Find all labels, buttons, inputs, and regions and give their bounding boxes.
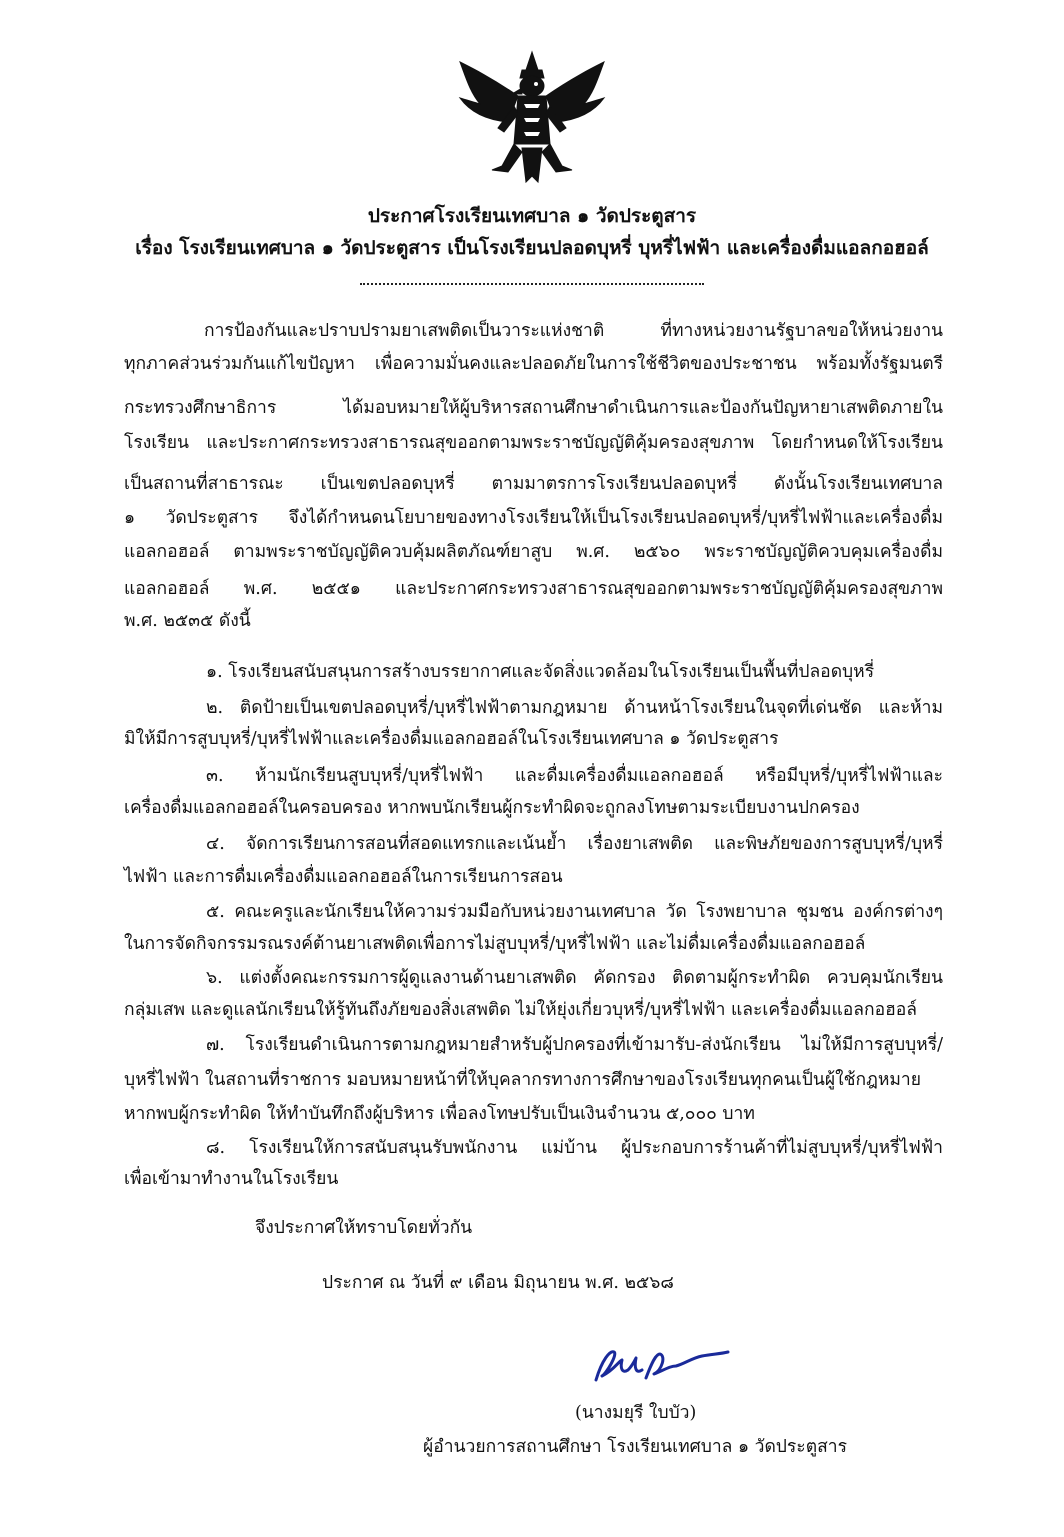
policy-item-8: ๘. โรงเรียนให้การสนับสนุนรับพนักงาน แม่บ้าน ผู้ประกอบการร้านค้าที่ไม่สูบบุหรี่/บุหรี่ไฟฟ้า bbox=[206, 1138, 943, 1158]
policy-item-4: ๔. จัดการเรียนการสอนที่สอดแทรกและเน้นย้ำ เรื่องยาเสพติด และพิษภัยของการสูบบุหรี่/บุหรี่ bbox=[206, 834, 943, 854]
intro-line: แอลกอฮอล์ พ.ศ. ๒๕๕๑ และประกาศกระทรวงสาธารณสุขออกตามพระราชบัญญัติคุ้มครองสุขภาพ bbox=[124, 579, 943, 599]
announcement-date: ประกาศ ณ วันที่ ๙ เดือน มิถุนายน พ.ศ. ๒๕๖๘ bbox=[322, 1273, 674, 1293]
policy-item-6-cont: กลุ่มเสพ และดูแลนักเรียนให้รู้ทันถึงภัยของสิ่งเสพติด ไม่ให้ยุ่งเกี่ยวบุหรี่/บุหรี่ไฟฟ้า และเครื่องดื่มแอลกอฮอล์ bbox=[124, 1000, 917, 1020]
policy-item-1: ๑. โรงเรียนสนับสนุนการสร้างบรรยากาศและจัดสิ่งแวดล้อมในโรงเรียนเป็นพื้นที่ปลอดบุหรี่ bbox=[206, 662, 875, 682]
intro-line: พ.ศ. ๒๕๓๕ ดังนี้ bbox=[124, 611, 251, 631]
garuda-emblem-icon bbox=[452, 48, 612, 188]
signature-icon bbox=[592, 1340, 732, 1388]
intro-line: โรงเรียน และประกาศกระทรวงสาธารณสุขออกตามพระราชบัญญัติคุ้มครองสุขภาพ โดยกำหนดให้โรงเรียน bbox=[124, 433, 943, 453]
intro-line: การป้องกันและปราบปรามยาเสพติดเป็นวาระแห่งชาติ ที่ทางหน่วยงานรัฐบาลขอให้หน่วยงาน bbox=[204, 321, 943, 341]
intro-line: กระทรวงศึกษาธิการ ได้มอบหมายให้ผู้บริหารสถานศึกษาดำเนินการและป้องกันปัญหายาเสพติดภายใน bbox=[124, 398, 943, 418]
policy-item-2-cont: มิให้มีการสูบบุหรี่/บุหรี่ไฟฟ้าและเครื่องดื่มแอลกอฮอล์ในโรงเรียนเทศบาล ๑ วัดประตูสาร bbox=[124, 729, 779, 749]
policy-item-5-cont: ในการจัดกิจกรรมรณรงค์ต้านยาเสพติดเพื่อการไม่สูบบุหรี่/บุหรี่ไฟฟ้า และไม่ดื่มเครื่องดื่มแอลกอฮอล์ bbox=[124, 934, 866, 954]
policy-item-7-cont2: หากพบผู้กระทำผิด ให้ทำบันทึกถึงผู้บริหาร เพื่อลงโทษปรับเป็นเงินจำนวน ๕,๐๐๐ บาท bbox=[124, 1104, 755, 1124]
policy-item-3-cont: เครื่องดื่มแอลกอฮอล์ในครอบครอง หากพบนักเรียนผู้กระทำผิดจะถูกลงโทษตามระเบียบงานปกครอง bbox=[124, 798, 860, 818]
policy-item-5: ๕. คณะครูและนักเรียนให้ความร่วมมือกับหน่วยงานเทศบาล วัด โรงพยาบาล ชุมชน องค์กรต่างๆ bbox=[206, 902, 943, 922]
policy-item-7-cont: บุหรี่ไฟฟ้า ในสถานที่ราชการ มอบหมายหน้าที่ให้บุคลากรทางการศึกษาของโรงเรียนทุกคนเป็นผู้ใช้กฎหมาย bbox=[124, 1070, 922, 1090]
intro-line: ๑ วัดประตูสาร จึงได้กำหนดนโยบายของทางโรงเรียนให้เป็นโรงเรียนปลอดบุหรี่/บุหรี่ไฟฟ้าและเครื่องดื่ม bbox=[124, 508, 943, 528]
announcement-subject: เรื่อง โรงเรียนเทศบาล ๑ วัดประตูสาร เป็นโรงเรียนปลอดบุหรี่ บุหรี่ไฟฟ้า และเครื่องดื่มแอลกอฮอล์ bbox=[135, 237, 929, 259]
intro-line: ทุกภาคส่วนร่วมกันแก้ไขปัญหา เพื่อความมั่นคงและปลอดภัยในการใช้ชีวิตของประชาชน พร้อมทั้งรัฐมนตรี bbox=[124, 354, 943, 374]
dotted-divider bbox=[360, 283, 704, 285]
policy-item-4-cont: ไฟฟ้า และการดื่มเครื่องดื่มแอลกอฮอล์ในการเรียนการสอน bbox=[124, 867, 563, 887]
policy-item-6: ๖. แต่งตั้งคณะกรรมการผู้ดูแลงานด้านยาเสพติด คัดกรอง ติดตามผู้กระทำผิด ควบคุมนักเรียน bbox=[206, 968, 943, 988]
policy-item-8-cont: เพื่อเข้ามาทำงานในโรงเรียน bbox=[124, 1169, 339, 1189]
policy-item-7: ๗. โรงเรียนดำเนินการตามกฎหมายสำหรับผู้ปกครองที่เข้ามารับ-ส่งนักเรียน ไม่ให้มีการสูบบุหรี่/ bbox=[206, 1035, 943, 1055]
policy-item-3: ๓. ห้ามนักเรียนสูบบุหรี่/บุหรี่ไฟฟ้า และดื่มเครื่องดื่มแอลกอฮอล์ หรือมีบุหรี่/บุหรี่ไฟฟ้าและ bbox=[206, 766, 943, 786]
policy-item-2: ๒. ติดป้ายเป็นเขตปลอดบุหรี่/บุหรี่ไฟฟ้าตามกฎหมาย ด้านหน้าโรงเรียนในจุดที่เด่นชัด และห้าม bbox=[206, 698, 943, 718]
intro-line: แอลกอฮอล์ ตามพระราชบัญญัติควบคุ้มผลิตภัณฑ์ยาสูบ พ.ศ. ๒๕๖๐ พระราชบัญญัติควบคุมเครื่องดื่ม bbox=[124, 542, 943, 562]
signer-position: ผู้อำนวยการสถานศึกษา โรงเรียนเทศบาล ๑ วัดประตูสาร bbox=[423, 1437, 847, 1457]
signer-name: (นางมยุรี ใบบัว) bbox=[575, 1403, 697, 1423]
intro-line: เป็นสถานที่สาธารณะ เป็นเขตปลอดบุหรี่ ตามมาตรการโรงเรียนปลอดบุหรี่ ดังนั้นโรงเรียนเทศบาล bbox=[124, 474, 943, 494]
closing-text: จึงประกาศให้ทราบโดยทั่วกัน bbox=[255, 1218, 473, 1238]
announcement-title: ประกาศโรงเรียนเทศบาล ๑ วัดประตูสาร bbox=[367, 205, 697, 227]
